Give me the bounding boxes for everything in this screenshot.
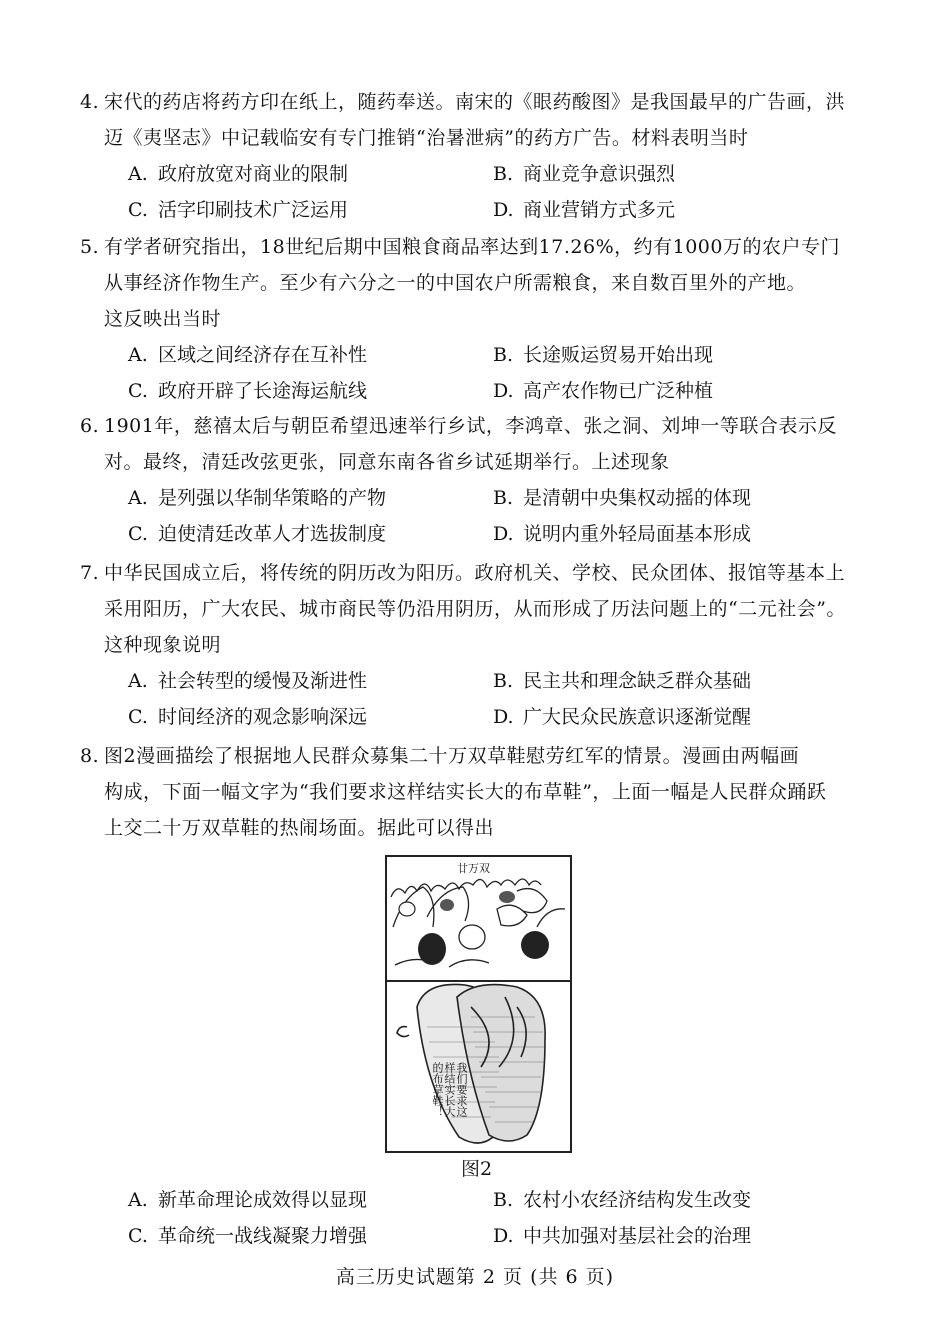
option-text: 高产农作物已广泛种植: [523, 380, 714, 402]
option-label: B.: [493, 163, 514, 185]
option-text: 是清朝中央集权动摇的体现: [523, 487, 752, 509]
question-stem: [80, 555, 864, 663]
stem-line: 中华民国成立后，将传统的阴历改为阳历。政府机关、学校、民众团体、报馆等基本上: [104, 562, 846, 584]
option-label: D.: [493, 523, 514, 545]
stem-line: 宋代的药店将药方印在纸上，随药奉送。南宋的《眼药酸图》是我国最早的广告画，洪: [104, 91, 846, 113]
option-d[interactable]: [493, 516, 873, 552]
stem-line: 从事经济作物生产。至少有六分之一的中国农户所需粮食，来自数百里外的产地。: [104, 272, 807, 294]
question-stem: [80, 408, 864, 480]
option-label: C.: [128, 706, 148, 728]
option-text: 政府开辟了长途海运航线: [158, 380, 368, 402]
option-label: B.: [493, 670, 514, 692]
option-label: A.: [128, 1189, 148, 1211]
option-label: C.: [128, 199, 148, 221]
option-label: D.: [493, 706, 514, 728]
option-b[interactable]: [493, 337, 873, 373]
option-text: 区域之间经济存在互补性: [158, 344, 368, 366]
stem-line: 图2漫画描绘了根据地人民群众募集二十万双草鞋慰劳红军的情景。漫画由两幅画: [104, 745, 800, 767]
option-text: 长途贩运贸易开始出现: [523, 344, 714, 366]
option-text: 中共加强对基层社会的治理: [523, 1225, 752, 1247]
question-6: [80, 408, 864, 552]
option-text: 新革命理论成效得以显现: [158, 1189, 368, 1211]
option-d[interactable]: [493, 699, 873, 735]
question-number: 5.: [80, 236, 100, 258]
option-c[interactable]: [128, 516, 493, 552]
question-stem: [80, 84, 864, 156]
stem-line: 采用阳历，广大农民、城市商民等仍沿用阴历，从而形成了历法问题上的“二元社会”。: [104, 598, 846, 620]
option-a[interactable]: [128, 156, 493, 192]
option-c[interactable]: [128, 699, 493, 735]
question-4: [80, 84, 864, 228]
stem-line: 这种现象说明: [104, 634, 222, 656]
question-stem: [80, 738, 864, 846]
question-number: 8.: [80, 745, 100, 767]
question-number: 7.: [80, 562, 100, 584]
question-stem: [80, 229, 864, 337]
option-a[interactable]: [128, 480, 493, 516]
option-label: C.: [128, 1225, 148, 1247]
option-a[interactable]: [128, 337, 493, 373]
option-text: 广大民众民族意识逐渐觉醒: [523, 706, 752, 728]
option-c[interactable]: [128, 373, 493, 409]
option-text: 社会转型的缓慢及渐进性: [158, 670, 368, 692]
option-label: C.: [128, 523, 148, 545]
question-7: [80, 555, 864, 735]
option-label: B.: [493, 1189, 514, 1211]
stem-line: 构成，下面一幅文字为“我们要求这样结实长大的布草鞋”，上面一幅是人民群众踊跃: [104, 781, 827, 803]
option-b[interactable]: [493, 1182, 873, 1218]
option-text: 革命统一战线凝聚力增强: [158, 1225, 368, 1247]
stem-line: 有学者研究指出，18世纪后期中国粮食商品率达到17.26%，约有1000万的农户专门: [104, 236, 840, 258]
option-text: 商业营销方式多元: [523, 199, 676, 221]
option-a[interactable]: [128, 1182, 493, 1218]
stem-line: 这反映出当时: [104, 308, 222, 330]
option-d[interactable]: [493, 1218, 873, 1254]
option-text: 迫使清廷改革人才选拔制度: [158, 523, 387, 545]
cartoon-figure: [385, 855, 572, 1153]
option-d[interactable]: [493, 192, 873, 228]
option-label: B.: [493, 344, 514, 366]
option-b[interactable]: [493, 663, 873, 699]
option-a[interactable]: [128, 663, 493, 699]
option-text: 民主共和理念缺乏群众基础: [523, 670, 752, 692]
option-text: 商业竞争意识强烈: [523, 163, 676, 185]
question-number: 4.: [80, 91, 100, 113]
option-b[interactable]: [493, 156, 873, 192]
question-5: [80, 229, 864, 409]
option-text: 是列强以华制华策略的产物: [158, 487, 387, 509]
stem-line: 对。最终，清廷改弦更张，同意东南各省乡试延期举行。上述现象: [104, 451, 670, 473]
option-label: C.: [128, 380, 148, 402]
option-label: D.: [493, 199, 514, 221]
option-c[interactable]: [128, 1218, 493, 1254]
option-text: 说明内重外轻局面基本形成: [523, 523, 752, 545]
cartoon-illustration: [387, 857, 570, 1151]
option-label: A.: [128, 163, 148, 185]
option-label: D.: [493, 1225, 514, 1247]
option-text: 农村小农经济结构发生改变: [523, 1189, 752, 1211]
stem-line: 1901年，慈禧太后与朝臣希望迅速举行乡试，李鸿章、张之洞、刘坤一等联合表示反: [104, 415, 837, 437]
option-text: 时间经济的观念影响深远: [158, 706, 368, 728]
option-text: 活字印刷技术广泛运用: [158, 199, 349, 221]
option-label: D.: [493, 380, 514, 402]
cartoon-bottom-text: 我们要求这样结实长大的布草鞋！: [431, 1062, 468, 1117]
option-label: A.: [128, 670, 148, 692]
option-text: 政府放宽对商业的限制: [158, 163, 349, 185]
page-footer: 高三历史试题第 2 页 (共 6 页): [335, 1266, 615, 1288]
question-8-options: [104, 1182, 864, 1254]
figure-caption: 图2: [461, 1158, 493, 1180]
question-8: [80, 738, 864, 846]
options: [104, 480, 864, 552]
options: [104, 663, 864, 735]
option-d[interactable]: [493, 373, 873, 409]
options: [104, 1182, 864, 1254]
cartoon-top-text: 廿万双: [457, 862, 490, 875]
options: [104, 156, 864, 228]
option-b[interactable]: [493, 480, 873, 516]
stem-line: 上交二十万双草鞋的热闹场面。据此可以得出: [104, 817, 495, 839]
options: [104, 337, 864, 409]
option-label: A.: [128, 344, 148, 366]
stem-line: 迈《夷坚志》中记载临安有专门推销“治暑泄病”的药方广告。材料表明当时: [104, 127, 749, 149]
question-number: 6.: [80, 415, 100, 437]
option-label: B.: [493, 487, 514, 509]
option-label: A.: [128, 487, 148, 509]
option-c[interactable]: [128, 192, 493, 228]
